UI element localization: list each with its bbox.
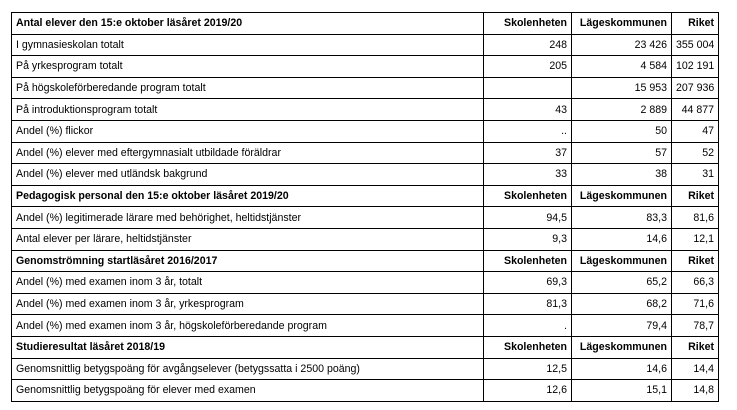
- value-lageskommunen: 65,2: [572, 272, 672, 294]
- value-skolenheten: .: [484, 315, 572, 337]
- row-label: Andel (%) med examen inom 3 år, högskoleförberedande program: [12, 315, 484, 337]
- table-row: [12, 77, 719, 99]
- row-label: Andel (%) flickor: [12, 120, 484, 142]
- value-riket: 47: [672, 120, 719, 142]
- value-riket: 355 004: [672, 34, 719, 56]
- row-label: Antal elever per lärare, heltidstjänster: [12, 228, 484, 250]
- row-label: I gymnasieskolan totalt: [12, 34, 484, 56]
- table-row: [12, 34, 719, 56]
- table-row: [12, 358, 719, 380]
- column-header-skolenheten: Skolenheten: [484, 250, 572, 272]
- table-row: [12, 207, 719, 229]
- column-header-skolenheten: Skolenheten: [484, 336, 572, 358]
- section-header-row: [12, 250, 719, 272]
- row-label: Andel (%) legitimerade lärare med behörighet, heltidstjänster: [12, 207, 484, 229]
- table-row: [12, 380, 719, 402]
- value-skolenheten: 248: [484, 34, 572, 56]
- column-header-lageskommunen: Lägeskommunen: [572, 250, 672, 272]
- column-header-lageskommunen: Lägeskommunen: [572, 185, 672, 207]
- row-label: På högskoleförberedande program totalt: [12, 77, 484, 99]
- value-lageskommunen: 14,6: [572, 358, 672, 380]
- table-row: [12, 56, 719, 78]
- table-row: [12, 315, 719, 337]
- column-header-skolenheten: Skolenheten: [484, 13, 572, 35]
- table-row: [12, 293, 719, 315]
- value-riket: 52: [672, 142, 719, 164]
- value-skolenheten: 33: [484, 164, 572, 186]
- row-label: Andel (%) med examen inom 3 år, totalt: [12, 272, 484, 294]
- table-row: [12, 120, 719, 142]
- value-lageskommunen: 68,2: [572, 293, 672, 315]
- value-lageskommunen: 50: [572, 120, 672, 142]
- row-label: Genomsnittlig betygspoäng för avgångselever (betygssatta i 2500 poäng): [12, 358, 484, 380]
- value-riket: 66,3: [672, 272, 719, 294]
- section-title: Studieresultat läsåret 2018/19: [12, 336, 484, 358]
- column-header-riket: Riket: [672, 13, 719, 35]
- value-skolenheten: 12,6: [484, 380, 572, 402]
- statistics-table: [11, 12, 719, 402]
- value-riket: 12,1: [672, 228, 719, 250]
- row-label: På yrkesprogram totalt: [12, 56, 484, 78]
- value-lageskommunen: 83,3: [572, 207, 672, 229]
- value-riket: 14,4: [672, 358, 719, 380]
- value-skolenheten: 205: [484, 56, 572, 78]
- section-header-row: [12, 336, 719, 358]
- value-skolenheten: 94,5: [484, 207, 572, 229]
- section-title: Pedagogisk personal den 15:e oktober läsåret 2019/20: [12, 185, 484, 207]
- value-riket: 81,6: [672, 207, 719, 229]
- value-lageskommunen: 23 426: [572, 34, 672, 56]
- table-row: [12, 164, 719, 186]
- value-lageskommunen: 14,6: [572, 228, 672, 250]
- value-riket: 102 191: [672, 56, 719, 78]
- column-header-riket: Riket: [672, 185, 719, 207]
- column-header-lageskommunen: Lägeskommunen: [572, 13, 672, 35]
- value-riket: 78,7: [672, 315, 719, 337]
- value-skolenheten: 12,5: [484, 358, 572, 380]
- column-header-lageskommunen: Lägeskommunen: [572, 336, 672, 358]
- table-row: [12, 272, 719, 294]
- value-skolenheten: 37: [484, 142, 572, 164]
- value-lageskommunen: 57: [572, 142, 672, 164]
- section-title: Antal elever den 15:e oktober läsåret 2019/20: [12, 13, 484, 35]
- value-skolenheten: [484, 77, 572, 99]
- section-header-row: [12, 13, 719, 35]
- row-label: Genomsnittlig betygspoäng för elever med examen: [12, 380, 484, 402]
- statistics-table-body: [12, 13, 719, 402]
- table-row: [12, 142, 719, 164]
- section-header-row: [12, 185, 719, 207]
- value-skolenheten: 43: [484, 99, 572, 121]
- value-lageskommunen: 38: [572, 164, 672, 186]
- value-riket: 71,6: [672, 293, 719, 315]
- column-header-skolenheten: Skolenheten: [484, 185, 572, 207]
- statistics-table-container: [11, 12, 719, 402]
- value-lageskommunen: 4 584: [572, 56, 672, 78]
- value-skolenheten: ..: [484, 120, 572, 142]
- value-skolenheten: 81,3: [484, 293, 572, 315]
- value-skolenheten: 9,3: [484, 228, 572, 250]
- row-label: Andel (%) elever med eftergymnasialt utbildade föräldrar: [12, 142, 484, 164]
- value-lageskommunen: 15 953: [572, 77, 672, 99]
- value-riket: 207 936: [672, 77, 719, 99]
- value-lageskommunen: 15,1: [572, 380, 672, 402]
- table-row: [12, 228, 719, 250]
- value-lageskommunen: 79,4: [572, 315, 672, 337]
- table-row: [12, 99, 719, 121]
- value-riket: 31: [672, 164, 719, 186]
- value-lageskommunen: 2 889: [572, 99, 672, 121]
- value-riket: 44 877: [672, 99, 719, 121]
- row-label: Andel (%) elever med utländsk bakgrund: [12, 164, 484, 186]
- column-header-riket: Riket: [672, 250, 719, 272]
- value-skolenheten: 69,3: [484, 272, 572, 294]
- value-riket: 14,8: [672, 380, 719, 402]
- section-title: Genomströmning startläsåret 2016/2017: [12, 250, 484, 272]
- column-header-riket: Riket: [672, 336, 719, 358]
- row-label: Andel (%) med examen inom 3 år, yrkesprogram: [12, 293, 484, 315]
- row-label: På introduktionsprogram totalt: [12, 99, 484, 121]
